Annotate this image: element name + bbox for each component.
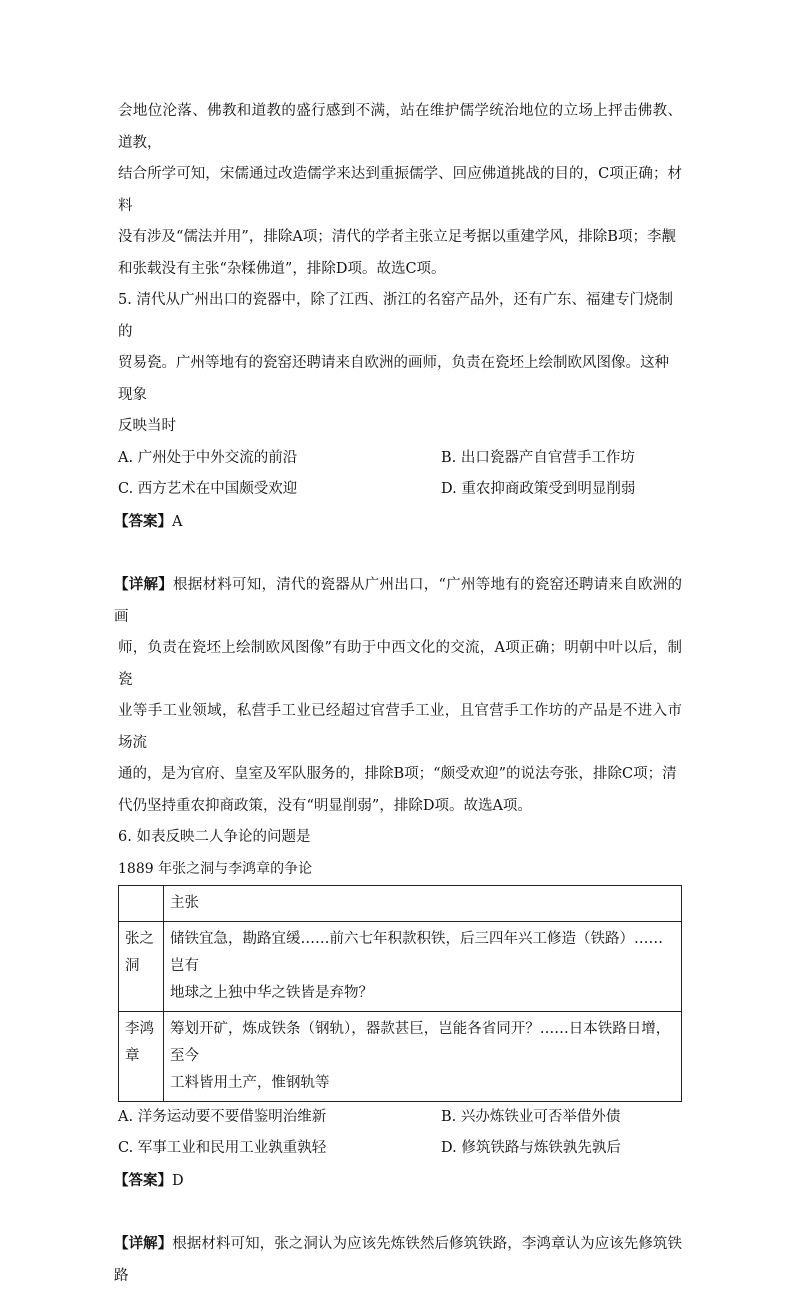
question-stem-line: 5. 清代从广州出口的瓷器中，除了江西、浙江的名窑产品外，还有广东、福建专门烧制的: [118, 292, 673, 340]
detail-text: 根据材料可知，张之洞认为应该先炼铁然后修筑铁路，李鸿章认为应该先修筑铁路: [114, 1236, 682, 1284]
question-stem-line: 贸易瓷。广州等地有的瓷窑还聘请来自欧洲的画师，负责在瓷坯上绘制欧风图像。这种现象: [118, 355, 669, 403]
option-a: A. 广州处于中外交流的前沿: [118, 449, 298, 466]
speaker-cell: 李鸿 章: [119, 1011, 164, 1101]
question-stem-line: 反映当时: [118, 418, 176, 434]
answer-label: 【答案】: [114, 512, 172, 530]
table-header-row: [119, 885, 682, 921]
option-c: C. 西方艺术在中国颇受欢迎: [118, 481, 298, 497]
text-line: [114, 1228, 682, 1292]
answer-line: [114, 506, 682, 539]
table-caption: 1889 年张之洞与李鸿章的争论: [118, 860, 313, 877]
text-line: 师，负责在瓷坯上绘制欧风图像”有助于中西文化的交流，A项正确；明朝中叶以后，制瓷: [118, 640, 682, 688]
q4-explanation-tail: [118, 96, 682, 285]
table-row: [119, 1011, 682, 1101]
detail-label: 【详解】: [114, 1235, 173, 1252]
answer-label: 【答案】: [114, 1171, 172, 1189]
detail-label: 【详解】: [114, 576, 174, 593]
answer-value: D: [172, 1172, 184, 1189]
table-cell: [119, 885, 164, 921]
table-row: [119, 921, 682, 1011]
options-row: [118, 1102, 682, 1134]
question-6: [114, 822, 682, 1292]
question-stem-line: 6. 如表反映二人争论的问题是: [118, 829, 311, 845]
option-d: D. 修筑铁路与炼铁孰先孰后: [441, 1140, 621, 1156]
answer-line: [114, 1165, 682, 1198]
text-line: [114, 569, 682, 633]
speaker-cell: 张之 洞: [119, 921, 164, 1011]
text-line: 通的，是为官府、皇室及军队服务的，排除B项；“颇受欢迎”的说法夸张，排除C项；清: [118, 766, 677, 782]
claim-cell: 筹划开矿，炼成铁条（钢轨），器款甚巨，岂能各省同开？……日本铁路日增，至今 工料皆用土产，惟钢轨等: [164, 1011, 682, 1101]
text-line: 代仍坚持重农抑商政策，没有“明显削弱”，排除D项。故选A项。: [118, 797, 532, 814]
answer-value: A: [172, 513, 183, 530]
option-d: D. 重农抑商政策受到明显削弱: [441, 481, 636, 497]
option-c: C. 军事工业和民用工业孰重孰轻: [118, 1140, 327, 1156]
option-b: B. 出口瓷器产自官营手工作坊: [441, 449, 635, 466]
option-b: B. 兴办炼铁业可否举借外债: [441, 1108, 621, 1125]
options-row: [118, 443, 682, 475]
detail-text: 根据材料可知，清代的瓷器从广州出口，“广州等地有的瓷窑还聘请来自欧洲的画: [114, 577, 682, 625]
question-5: [114, 285, 682, 822]
table-header: 主张: [164, 885, 682, 921]
text-line: 会地位沦落、佛教和道教的盛行感到不满，站在维护儒学统治地位的立场上抨击佛教、道教，: [118, 103, 682, 151]
document-page: [114, 96, 682, 1292]
claim-cell: 储铁宜急，勘路宜缓……前六七年积款积铁，后三四年兴工修造（铁路）……岂有 地球之上独中华之铁皆是弃物？: [164, 921, 682, 1011]
options-row: [118, 1133, 682, 1165]
text-line: 没有涉及“儒法并用”，排除A项；清代的学者主张立足考据以重建学风，排除B项；李觏: [118, 229, 676, 245]
text-line: 业等手工业领域，私营手工业已经超过官营手工业，且官营手工作坊的产品是不进入市场流: [118, 703, 682, 751]
text-line: 和张载没有主张“杂糅佛道”，排除D项。故选C项。: [118, 260, 446, 277]
option-a: A. 洋务运动要不要借鉴明治维新: [118, 1108, 327, 1125]
explanation: [114, 569, 682, 822]
options-row: [118, 474, 682, 506]
text-line: 结合所学可知，宋儒通过改造儒学来达到重振儒学、回应佛道挑战的目的，C项正确；材料: [118, 166, 682, 214]
debate-table: [118, 885, 682, 1102]
